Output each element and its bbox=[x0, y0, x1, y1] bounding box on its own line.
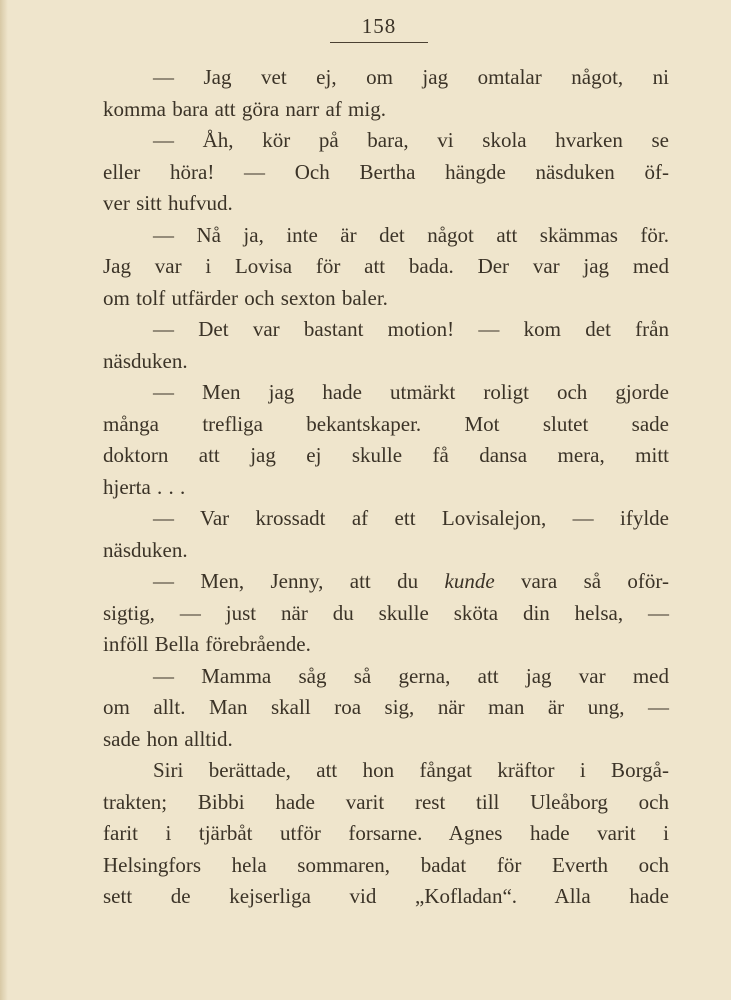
text-line: sett de kejserliga vid „Kofladan“. Alla hade bbox=[103, 884, 669, 908]
italic-word: kunde bbox=[444, 569, 495, 593]
text-line: — Var krossadt af ett Lovisalejon, — ifylde bbox=[153, 506, 669, 530]
text-line: — Nå ja, inte är det något att skämmas för. bbox=[153, 222, 669, 247]
text-line: Jag var i Lovisa för att bada. Der var jag med bbox=[103, 254, 669, 278]
page-number: 158 bbox=[361, 14, 397, 38]
text-line: trakten; Bibbi hade varit rest till Uleåborg och bbox=[103, 789, 669, 814]
text-line: näsduken. bbox=[103, 348, 188, 373]
text-line: Siri berättade, att hon fångat kräftor i Borgå- bbox=[153, 758, 669, 782]
text-line: hjerta . . . bbox=[103, 474, 186, 499]
text-line: eller höra! — Och Bertha hängde näsduken öf- bbox=[103, 159, 669, 184]
text-line: om tolf utfärder och sexton baler. bbox=[103, 285, 388, 310]
text-line: sigtig, — just när du skulle sköta din helsa, — bbox=[103, 600, 669, 625]
text-line: näsduken. bbox=[103, 537, 188, 562]
text-line: — Mamma såg så gerna, att jag var med bbox=[153, 663, 669, 688]
text-line: inföll Bella förebrående. bbox=[103, 632, 311, 656]
body-text bbox=[103, 62, 669, 913]
text-line: komma bara att göra narr af mig. bbox=[103, 96, 386, 121]
page-edge bbox=[0, 0, 8, 1000]
text-segment: vara så oför- bbox=[494, 569, 669, 593]
text-line: ver sitt hufvud. bbox=[103, 191, 233, 215]
text-line: — Men jag hade utmärkt roligt och gjorde bbox=[153, 380, 669, 404]
text-line: — Det var bastant motion! — kom det från bbox=[153, 317, 669, 341]
text-line: farit i tjärbåt utför forsarne. Agnes hade varit i bbox=[103, 821, 669, 845]
text-line: doktorn att jag ej skulle få dansa mera, mitt bbox=[103, 443, 669, 467]
text-line: sade hon alltid. bbox=[103, 726, 233, 751]
text-line: — Jag vet ej, om jag omtalar något, ni bbox=[153, 65, 669, 89]
text-line: om allt. Man skall roa sig, när man är ung, — bbox=[103, 695, 669, 719]
header-rule bbox=[330, 42, 428, 43]
text-line: Helsingfors hela sommaren, badat för Everth och bbox=[103, 852, 669, 877]
text-segment: — Men, Jenny, att du bbox=[153, 569, 445, 593]
text-line bbox=[103, 566, 669, 598]
text-line: många trefliga bekantskaper. Mot slutet sade bbox=[103, 411, 669, 436]
text-line: — Åh, kör på bara, vi skola hvarken se bbox=[153, 128, 669, 152]
